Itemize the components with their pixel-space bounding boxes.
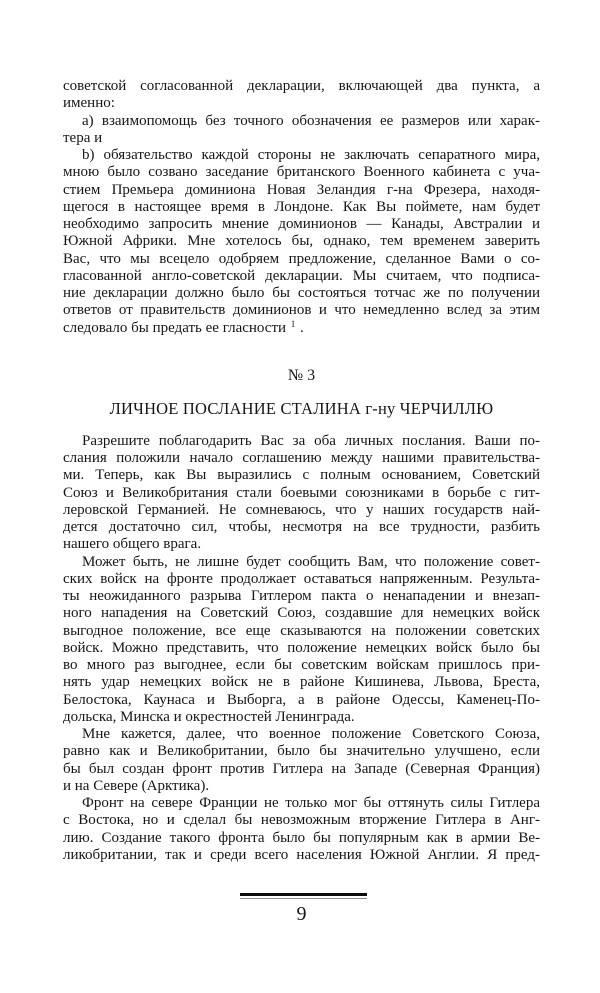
document-title: ЛИЧНОЕ ПОСЛАНИЕ СТАЛИНА г-ну ЧЕРЧИЛЛЮ: [109, 399, 494, 418]
paragraph: [63, 433, 540, 554]
text-line: лию. Создание такого фронта было бы популярным как в армии Ве-: [63, 829, 540, 846]
text-line: войск. Можно представить, что положение немецких войск было бы: [63, 639, 540, 656]
body-text: [63, 78, 540, 864]
text-line: Вас, что мы всецело одобряем предложение, сделанное Вами о со-: [63, 250, 540, 267]
text-line: слания положили начало соглашению между нашими правительства-: [63, 450, 540, 466]
text-line: ние декларации должно было бы состояться тотчас же по получении: [63, 285, 540, 301]
document-number: № 3: [287, 366, 316, 384]
text-line: дольска, Минска и окрестностей Ленинграда.: [63, 708, 355, 725]
text-line: Южной Африки. Мне хотелось бы, однако, тем временем заверить: [63, 233, 540, 250]
text-line: ного нападения на Советский Союз, создавшие для немецких войск: [63, 605, 540, 622]
text-line: и на Севере (Арктика).: [63, 777, 210, 794]
text-line: ты неожиданного разрыва Гитлером пакта о ненападении и внезап-: [63, 588, 540, 604]
text-line: советской согласованной декларации, включающей два пункта, а: [63, 78, 540, 94]
text-line: нашего общего врага.: [63, 536, 202, 553]
text-line: бы был создан фронт против Гитлера на Западе (Северная Франция): [63, 760, 540, 777]
text-line: Фронт на севере Франции не только мог бы оттянуть силы Гитлера: [82, 795, 540, 811]
separator-rule-thick: [240, 893, 367, 896]
text-line: ответов от правительств доминионов и что немедленно вслед за этим: [63, 302, 540, 319]
text-line: Мне кажется, далее, что военное положение Советского Союза,: [82, 726, 540, 742]
text-line: стием Премьера доминиона Новая Зеландия г-на Фрезера, находя-: [63, 181, 540, 198]
text-line: выгодное положение, все еще сказываются на положении советских: [63, 622, 540, 639]
text-line: именно:: [63, 95, 115, 112]
text-line: равно как и Великобритании, было бы значительно улучшено, если: [63, 743, 540, 760]
text-line: тера и: [63, 129, 103, 146]
text-line: щегося в настоящее время в Лондоне. Как Вы поймете, нам будет: [63, 198, 540, 215]
separator-rule-thin: [240, 898, 367, 899]
text-line: а) взаимопомощь без точного обозначения ее размеров или харак-: [82, 112, 540, 129]
text-line: Союз и Великобритания стали боевыми союзниками в борьбе с гит-: [63, 484, 540, 501]
page-number: 9: [296, 903, 307, 925]
paragraph: [63, 795, 540, 864]
paragraph: [63, 554, 540, 727]
text-line: Разрешите поблагодарить Вас за оба личных послания. Ваши по-: [82, 432, 540, 449]
text-line: Может быть, не лишне будет сообщить Вам, что положение совет-: [82, 553, 540, 570]
text-line: нять удар немецких войск не в районе Кишинева, Львова, Бреста,: [63, 674, 540, 691]
text-line: ликобритании, так и среди всего населения Южной Англии. Я пред-: [63, 846, 540, 863]
text-line: леровской Германией. Не сомневаюсь, что у наших государств най-: [63, 501, 540, 518]
text-line: гласованной англо-советской декларации. Мы считаем, что подписа-: [63, 267, 540, 284]
text-line: следовало бы предать ее гласности $^1$ .: [63, 319, 304, 336]
text-line: дется достаточно сил, чтобы, несмотря на все трудности, разбить: [63, 519, 540, 535]
text-line: Белостока, Каунаса и Выборга, а в районе Одессы, Каменец-По-: [63, 691, 540, 708]
paragraph: [63, 113, 540, 148]
text-line: с Востока, но и сделал бы невозможным вторжение Гитлера в Анг-: [63, 812, 540, 829]
footnote-separator: [240, 893, 367, 899]
text-line: ми. Теперь, как Вы выразились с полным основанием, Советский: [63, 467, 540, 484]
text-line: ских войск на фронте продолжает оставаться напряженным. Результа-: [63, 570, 540, 587]
paragraph: [63, 78, 540, 113]
text-line: b) обязательство каждой стороны не заключать сепаратного мира,: [82, 147, 540, 163]
letter-section: [63, 433, 540, 864]
paragraph: [63, 147, 540, 337]
text-line: во много раз выгоднее, если бы советским войскам пришлось при-: [63, 657, 540, 673]
top-section: [63, 78, 540, 337]
paragraph: [63, 726, 540, 795]
footnote-ref: 1: [290, 319, 296, 329]
text-line: мною было созвано заседание британского Военного кабинета с уча-: [63, 164, 540, 181]
text-line: необходимо запросить мнение доминионов — Канады, Австралии и: [63, 216, 540, 232]
